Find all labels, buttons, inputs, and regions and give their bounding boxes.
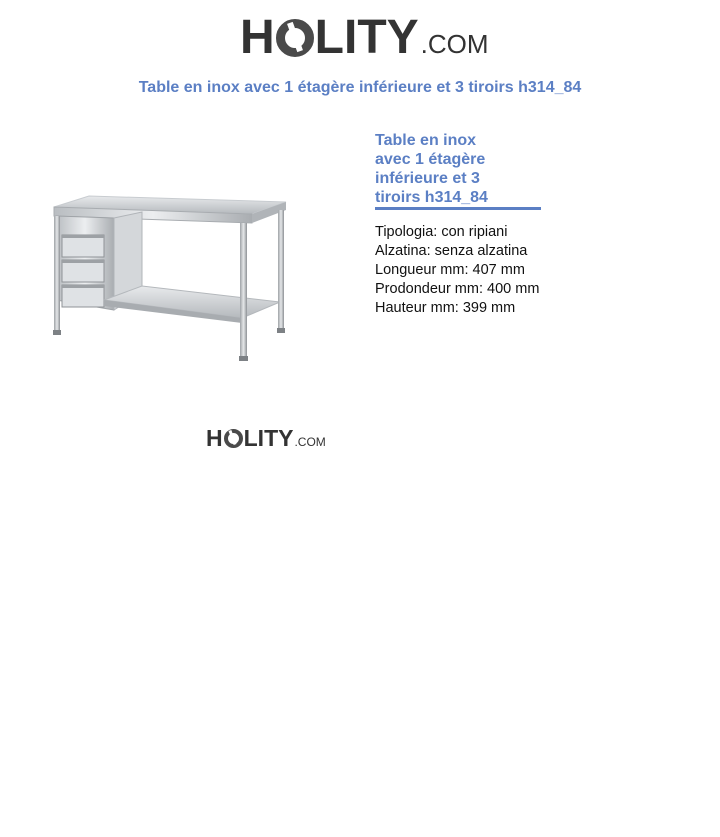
logo-com: .COM (420, 29, 489, 59)
logo-o-icon (224, 429, 243, 448)
logo-letters-lity: LITY (243, 425, 294, 451)
product-title-line: avec 1 étagère (375, 151, 486, 168)
spec-prodondeur: Prodondeur mm: 400 mm (375, 281, 540, 297)
logo-letters-lity: LITY (314, 11, 419, 64)
spec-tipologia: Tipologia: con ripiani (375, 224, 508, 240)
product-image (44, 190, 294, 370)
product-title-line: inférieure et 3 (375, 170, 480, 187)
holity-logo-small[interactable] (206, 427, 326, 450)
logo-letter-h: H (206, 425, 223, 451)
spec-hauteur: Hauteur mm: 399 mm (375, 300, 516, 316)
spec-alzatina: Alzatina: senza alzatina (375, 243, 528, 259)
page-title: Table en inox avec 1 étagère inférieure et 3 tiroirs h314_84 (138, 79, 582, 96)
product-title[interactable] (375, 131, 541, 210)
logo-letter-h: H (240, 11, 275, 64)
product-title-line: tiroirs h314_84 (375, 189, 488, 206)
holity-logo[interactable] (240, 11, 489, 64)
logo-o-icon (276, 19, 314, 57)
spec-longueur: Longueur mm: 407 mm (375, 262, 525, 278)
logo-com: .COM (294, 435, 326, 449)
product-title-line: Table en inox (375, 132, 477, 149)
product-specs (375, 223, 539, 318)
